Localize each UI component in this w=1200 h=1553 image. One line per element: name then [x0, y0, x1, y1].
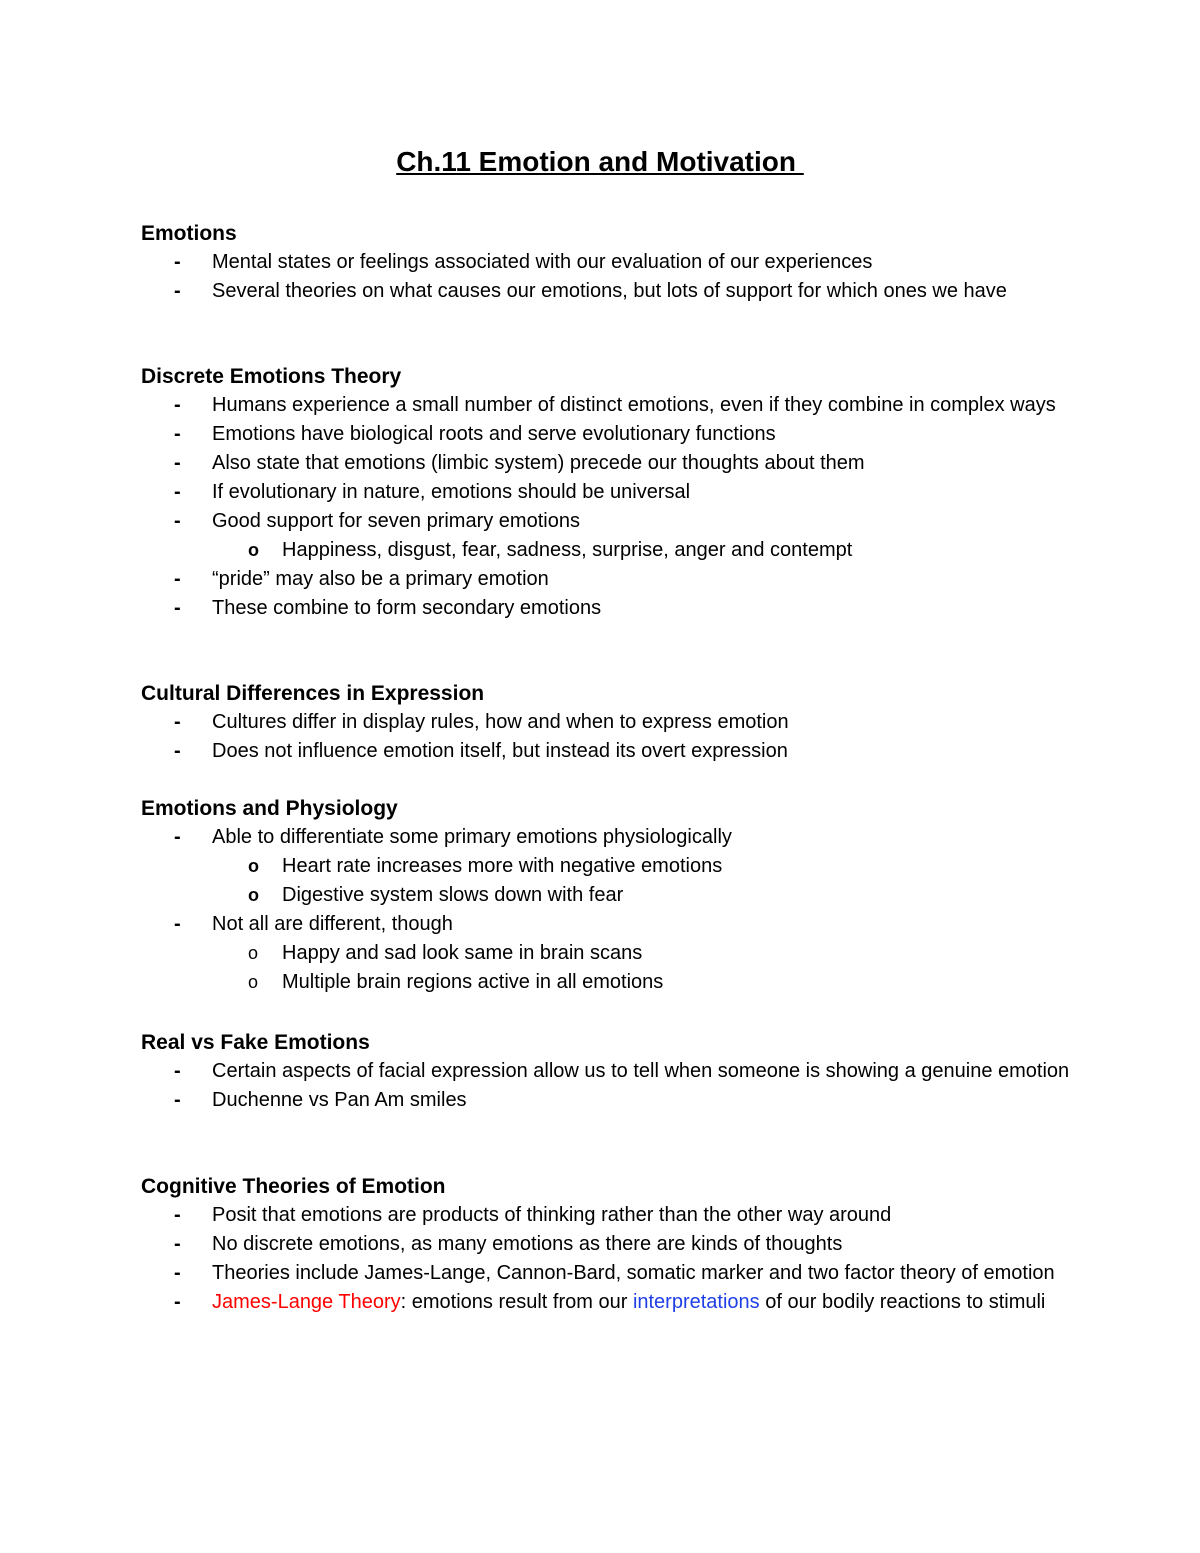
list-item	[141, 507, 1081, 536]
circle-marker: o	[248, 972, 259, 992]
bullet-list	[141, 708, 1081, 766]
dash-marker: -	[174, 826, 181, 848]
list-item	[141, 277, 1081, 306]
dash-marker: -	[174, 1204, 181, 1226]
item-text: Happiness, disgust, fear, sadness, surprise, anger and contempt	[282, 539, 853, 561]
dash-marker: -	[174, 510, 181, 532]
item-text: Cultures differ in display rules, how and when to express emotion	[212, 711, 789, 733]
highlight-interpretations: interpretations	[632, 1291, 760, 1313]
dash-marker: -	[174, 740, 181, 762]
item-text: Not all are different, though	[212, 913, 453, 935]
bullet-list	[141, 391, 1081, 623]
bullet-list	[141, 1201, 1081, 1317]
list-item	[141, 737, 1081, 766]
item-text: No discrete emotions, as many emotions as there are kinds of thoughts	[212, 1233, 843, 1255]
section-real-vs-fake	[141, 1028, 1081, 1115]
section-heading: Real vs Fake Emotions	[141, 1031, 370, 1054]
dash-marker: -	[174, 711, 181, 733]
item-text: Able to differentiate some primary emotions physiologically	[212, 826, 732, 848]
section-emotions-physiology	[141, 794, 1081, 997]
item-text: of our bodily reactions to stimuli	[759, 1291, 1046, 1313]
list-item	[141, 1057, 1081, 1086]
bullet-list	[141, 248, 1081, 306]
dash-marker: -	[174, 568, 181, 590]
circle-marker: o	[248, 540, 259, 560]
item-text: Certain aspects of facial expression allow us to tell when someone is showing a genuine emotion	[212, 1060, 1070, 1082]
section-cognitive-theories	[141, 1172, 1081, 1317]
dash-marker: -	[174, 913, 181, 935]
item-text: Also state that emotions (limbic system) precede our thoughts about them	[212, 452, 865, 474]
circle-marker: o	[248, 943, 259, 963]
list-item	[141, 1259, 1081, 1288]
item-text: Emotions have biological roots and serve evolutionary functions	[212, 423, 776, 445]
dash-marker: -	[174, 452, 181, 474]
section-heading: Emotions	[141, 222, 237, 245]
list-item	[141, 594, 1081, 623]
section-heading: Discrete Emotions Theory	[141, 365, 402, 388]
circle-marker: o	[248, 856, 259, 876]
section-heading: Cognitive Theories of Emotion	[141, 1175, 446, 1198]
sub-list-item	[141, 939, 1081, 968]
list-item	[141, 1086, 1081, 1115]
list-item	[141, 478, 1081, 507]
list-item	[141, 248, 1081, 277]
term-james-lange-theory: James-Lange Theory	[212, 1291, 401, 1313]
item-text: Does not influence emotion itself, but instead its overt expression	[212, 740, 788, 762]
dash-marker: -	[174, 1262, 181, 1284]
item-text: Good support for seven primary emotions	[212, 510, 580, 532]
sub-list-item	[141, 536, 1081, 565]
item-text: Happy and sad look same in brain scans	[282, 942, 643, 964]
dash-marker: -	[174, 1291, 181, 1313]
dash-marker: -	[174, 481, 181, 503]
list-item	[141, 708, 1081, 737]
bullet-list	[141, 823, 1081, 997]
section-heading: Cultural Differences in Expression	[141, 682, 485, 705]
item-text: These combine to form secondary emotions	[212, 597, 602, 619]
item-text: Mental states or feelings associated with our evaluation of our experiences	[212, 251, 873, 273]
dash-marker: -	[174, 251, 181, 273]
section-discrete-emotions	[141, 362, 1081, 623]
item-text: Humans experience a small number of distinct emotions, even if they combine in complex ways	[212, 394, 1056, 416]
dash-marker: -	[174, 280, 181, 302]
list-item	[141, 565, 1081, 594]
list-item	[141, 910, 1081, 939]
sub-list-item	[141, 881, 1081, 910]
list-item	[141, 1230, 1081, 1259]
list-item	[141, 1201, 1081, 1230]
item-text: Digestive system slows down with fear	[282, 884, 624, 906]
list-item	[141, 391, 1081, 420]
section-cultural-differences	[141, 679, 1081, 766]
item-text: Several theories on what causes our emotions, but lots of support for which ones we have	[212, 280, 1007, 302]
sub-list-item	[141, 852, 1081, 881]
dash-marker: -	[174, 1089, 181, 1111]
item-text: “pride” may also be a primary emotion	[212, 568, 549, 590]
sub-list-item	[141, 968, 1081, 997]
dash-marker: -	[174, 423, 181, 445]
bullet-list	[141, 1057, 1081, 1115]
item-text: Posit that emotions are products of thinking rather than the other way around	[212, 1204, 892, 1226]
item-text: Heart rate increases more with negative emotions	[282, 855, 723, 877]
item-text: : emotions result from our	[400, 1291, 633, 1313]
list-item	[141, 420, 1081, 449]
page-title: Ch.11 Emotion and Motivation	[396, 146, 804, 177]
list-item	[141, 823, 1081, 852]
section-heading: Emotions and Physiology	[141, 797, 398, 820]
circle-marker: o	[248, 885, 259, 905]
dash-marker: -	[174, 597, 181, 619]
dash-marker: -	[174, 1060, 181, 1082]
item-text: Theories include James-Lange, Cannon-Bard, somatic marker and two factor theory of emotion	[212, 1262, 1055, 1284]
dash-marker: -	[174, 1233, 181, 1255]
item-text: Multiple brain regions active in all emotions	[282, 971, 664, 993]
item-text: Duchenne vs Pan Am smiles	[212, 1089, 467, 1111]
dash-marker: -	[174, 394, 181, 416]
item-text: If evolutionary in nature, emotions should be universal	[212, 481, 691, 503]
list-item	[141, 449, 1081, 478]
section-emotions	[141, 219, 1081, 306]
list-item-james-lange	[141, 1288, 1081, 1317]
